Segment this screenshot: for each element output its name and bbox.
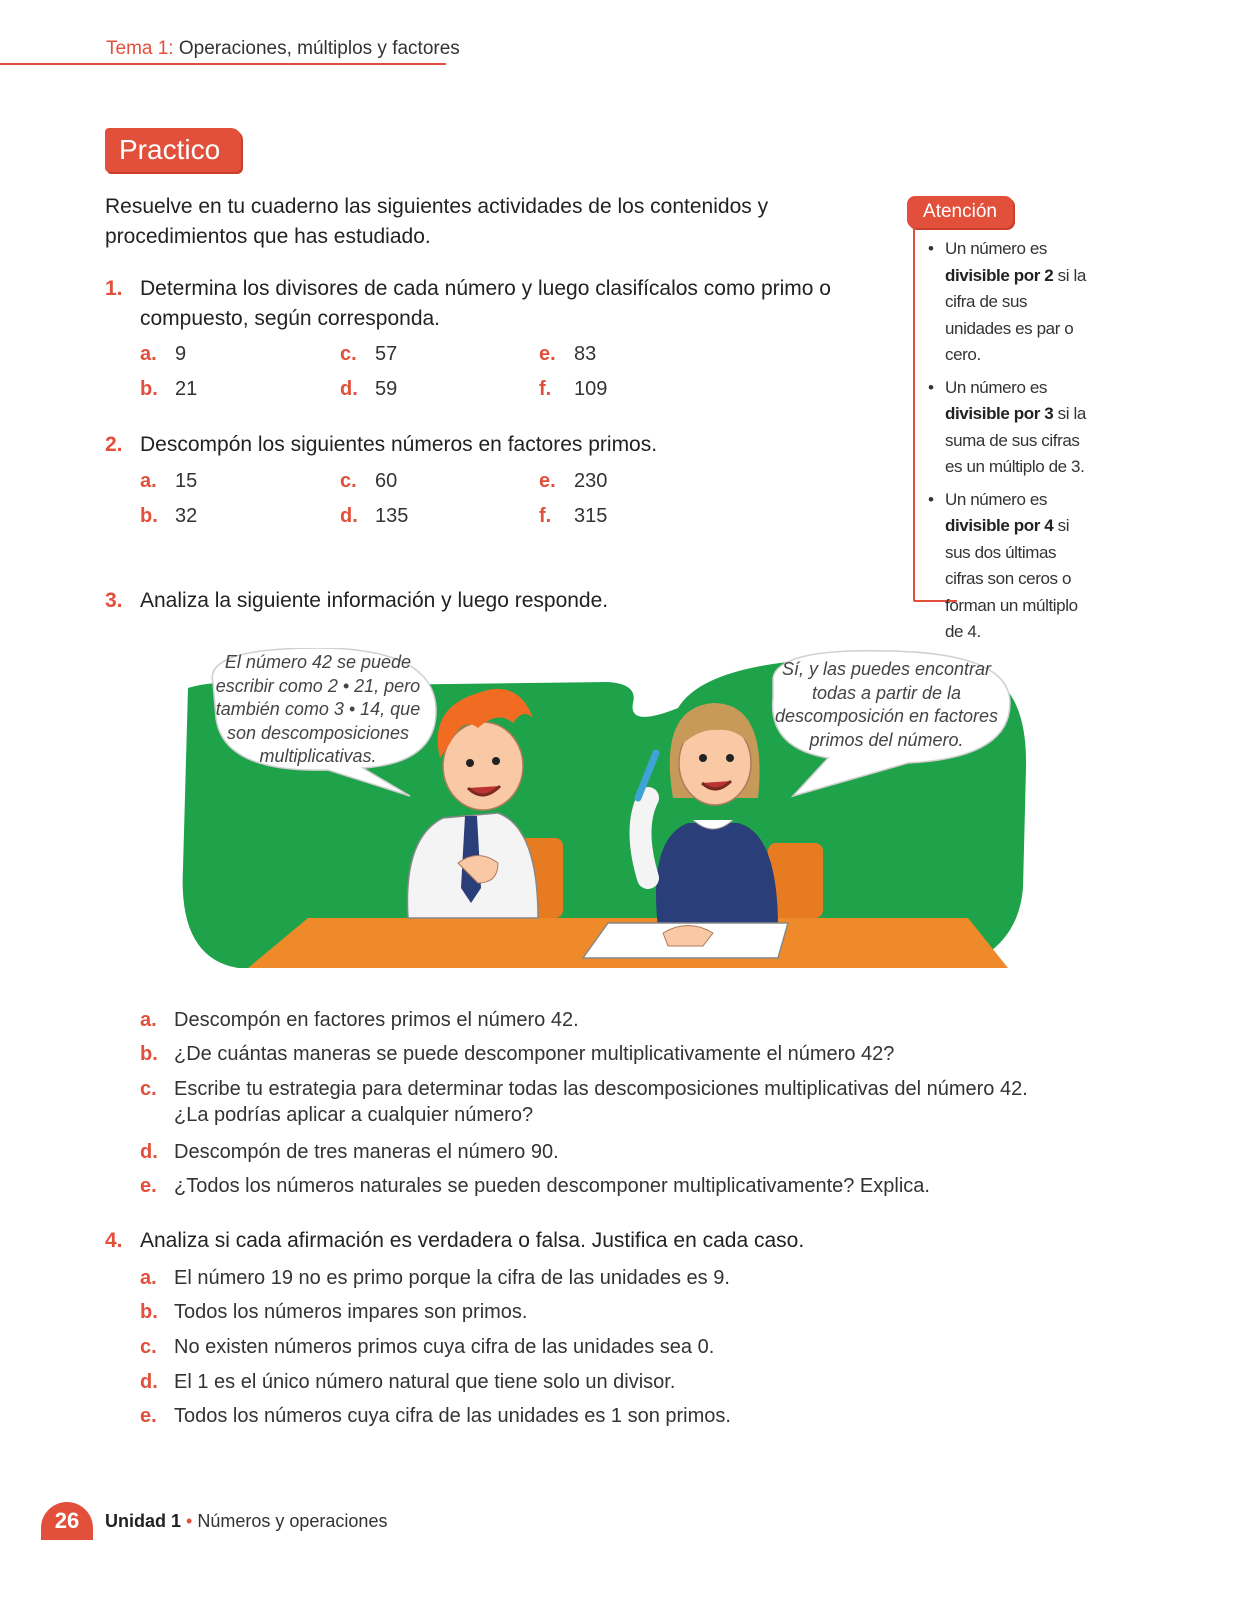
option bbox=[140, 470, 197, 493]
option-letter: d. bbox=[340, 505, 358, 527]
option bbox=[140, 505, 197, 528]
sub-letter: d. bbox=[140, 1371, 158, 1393]
option-letter: a. bbox=[140, 343, 157, 365]
option-value: 15 bbox=[175, 470, 198, 492]
option-value: 9 bbox=[175, 343, 187, 365]
sub-item bbox=[140, 1075, 1028, 1103]
question-text: Analiza la siguiente información y luego responde. bbox=[140, 589, 609, 612]
option-letter: f. bbox=[539, 505, 552, 527]
attention-text: Un número es bbox=[945, 239, 1047, 258]
unit-label: Unidad 1 bbox=[105, 1511, 182, 1531]
girl-body bbox=[656, 823, 778, 928]
sub-item bbox=[140, 1006, 579, 1034]
sub-text: ¿De cuántas maneras se puede descomponer multiplicativamente el número 42? bbox=[174, 1043, 895, 1065]
sub-letter: a. bbox=[140, 1009, 157, 1031]
attention-item bbox=[925, 375, 1095, 481]
sub-text: Todos los números impares son primos. bbox=[174, 1301, 528, 1323]
sub-text: Descompón en factores primos el número 42. bbox=[174, 1009, 579, 1031]
attention-bold: divisible por 4 bbox=[945, 516, 1054, 535]
sub-text: El 1 es el único número natural que tiene solo un divisor. bbox=[174, 1371, 676, 1393]
sub-letter: b. bbox=[140, 1043, 158, 1065]
sub-text-continued: ¿La podrías aplicar a cualquier número? bbox=[174, 1104, 534, 1126]
speech-right-text: Sí, y las puedes encontrar todas a partir de la descomposición en factores primos del número. bbox=[774, 659, 999, 750]
sub-letter: c. bbox=[140, 1078, 157, 1100]
option-letter: d. bbox=[340, 378, 358, 400]
sub-letter: a. bbox=[140, 1267, 157, 1289]
option-letter: b. bbox=[140, 505, 158, 527]
question-number: 1. bbox=[105, 277, 123, 300]
option bbox=[140, 343, 186, 366]
option-value: 32 bbox=[175, 505, 198, 527]
option-letter: e. bbox=[539, 343, 556, 365]
section-tag-practico: Practico bbox=[105, 128, 241, 172]
sub-item bbox=[140, 1368, 675, 1396]
sub-text: El número 19 no es primo porque la cifra de las unidades es 9. bbox=[174, 1267, 730, 1289]
option bbox=[340, 470, 397, 493]
unit-title: Números y operaciones bbox=[197, 1511, 388, 1531]
boy-face bbox=[443, 722, 523, 810]
option-letter: c. bbox=[340, 470, 357, 492]
topic-label: Tema 1: bbox=[106, 38, 174, 59]
girl-arm bbox=[641, 798, 649, 878]
footer-unit bbox=[105, 1511, 387, 1532]
attention-list bbox=[925, 236, 1095, 652]
question-text: Determina los divisores de cada número y luego clasifícalos como primo o compuesto, según corresponda. bbox=[140, 277, 831, 330]
intro-text: Resuelve en tu cuaderno las siguientes actividades de los contenidos y procedimientos que has estudiado. bbox=[105, 195, 769, 248]
question-number: 4. bbox=[105, 1229, 123, 1252]
sub-item bbox=[140, 1333, 714, 1361]
option bbox=[539, 343, 596, 366]
sub-text: Todos los números cuya cifra de las unidades es 1 son primos. bbox=[174, 1405, 731, 1427]
sub-text: Escribe tu estrategia para determinar todas las descomposiciones multiplicativas del número 42. bbox=[174, 1078, 1028, 1100]
option bbox=[539, 505, 607, 528]
option-letter: a. bbox=[140, 470, 157, 492]
topic-title: Operaciones, múltiplos y factores bbox=[178, 38, 460, 59]
attention-text: si sus dos últimas cifras son ceros o forman un múltiplo de 4. bbox=[945, 516, 1078, 641]
option-letter: b. bbox=[140, 378, 158, 400]
option-value: 135 bbox=[375, 505, 409, 527]
option bbox=[539, 378, 607, 401]
option-value: 109 bbox=[574, 378, 608, 400]
attention-border bbox=[913, 228, 915, 600]
sub-item bbox=[140, 1138, 559, 1166]
question-number: 2. bbox=[105, 433, 123, 456]
attention-item bbox=[925, 236, 1095, 369]
speech-left-text: El número 42 se puede escribir como 2 • 21, pero también como 3 • 14, que son descomposiciones multiplicativas. bbox=[215, 652, 421, 766]
option-value: 21 bbox=[175, 378, 198, 400]
option bbox=[539, 470, 607, 493]
option-value: 83 bbox=[574, 343, 597, 365]
sub-letter: e. bbox=[140, 1175, 157, 1197]
option bbox=[340, 378, 397, 401]
page-number: 26 bbox=[41, 1502, 93, 1540]
attention-text: si la suma de sus cifras es un múltiplo de 3. bbox=[945, 404, 1086, 476]
attention-bold: divisible por 3 bbox=[945, 404, 1054, 423]
option bbox=[340, 343, 397, 366]
attention-tag: Atención bbox=[907, 196, 1013, 228]
sub-item bbox=[140, 1264, 730, 1292]
option-value: 315 bbox=[574, 505, 608, 527]
sub-letter: d. bbox=[140, 1141, 158, 1163]
attention-item bbox=[925, 487, 1095, 646]
option-letter: c. bbox=[340, 343, 357, 365]
question-4 bbox=[105, 1226, 845, 1256]
sub-item bbox=[140, 1402, 731, 1430]
sub-item bbox=[140, 1040, 894, 1068]
sub-item bbox=[140, 1298, 527, 1326]
footer-separator: • bbox=[186, 1511, 193, 1531]
question-2 bbox=[105, 430, 845, 460]
sub-letter: c. bbox=[140, 1336, 157, 1358]
option bbox=[140, 378, 197, 401]
sub-text: Descompón de tres maneras el número 90. bbox=[174, 1141, 559, 1163]
sub-text: ¿Todos los números naturales se pueden descomponer multiplicativamente? Explica. bbox=[174, 1175, 930, 1197]
option-value: 230 bbox=[574, 470, 608, 492]
attention-text: Un número es bbox=[945, 377, 1047, 397]
header-rule bbox=[0, 63, 446, 65]
sub-text: No existen números primos cuya cifra de las unidades sea 0. bbox=[174, 1336, 715, 1358]
option-value: 60 bbox=[375, 470, 398, 492]
question-text: Analiza si cada afirmación es verdadera o falsa. Justifica en cada caso. bbox=[140, 1229, 805, 1252]
sub-item bbox=[140, 1172, 930, 1200]
attention-bold: divisible por 2 bbox=[945, 265, 1054, 285]
attention-text: si la cifra de sus unidades es par o cero. bbox=[945, 265, 1086, 364]
question-number: 3. bbox=[105, 589, 123, 612]
option bbox=[340, 505, 408, 528]
option-letter: e. bbox=[539, 470, 556, 492]
attention-text: Un número es bbox=[945, 489, 1047, 509]
option-value: 59 bbox=[375, 378, 398, 400]
option-letter: f. bbox=[539, 378, 552, 400]
option-value: 57 bbox=[375, 343, 398, 365]
question-text: Descompón los siguientes números en factores primos. bbox=[140, 433, 658, 456]
topic-header bbox=[106, 38, 460, 60]
question-1 bbox=[105, 274, 845, 334]
sub-letter: e. bbox=[140, 1405, 157, 1427]
question-3 bbox=[105, 586, 845, 616]
sub-letter: b. bbox=[140, 1301, 158, 1323]
